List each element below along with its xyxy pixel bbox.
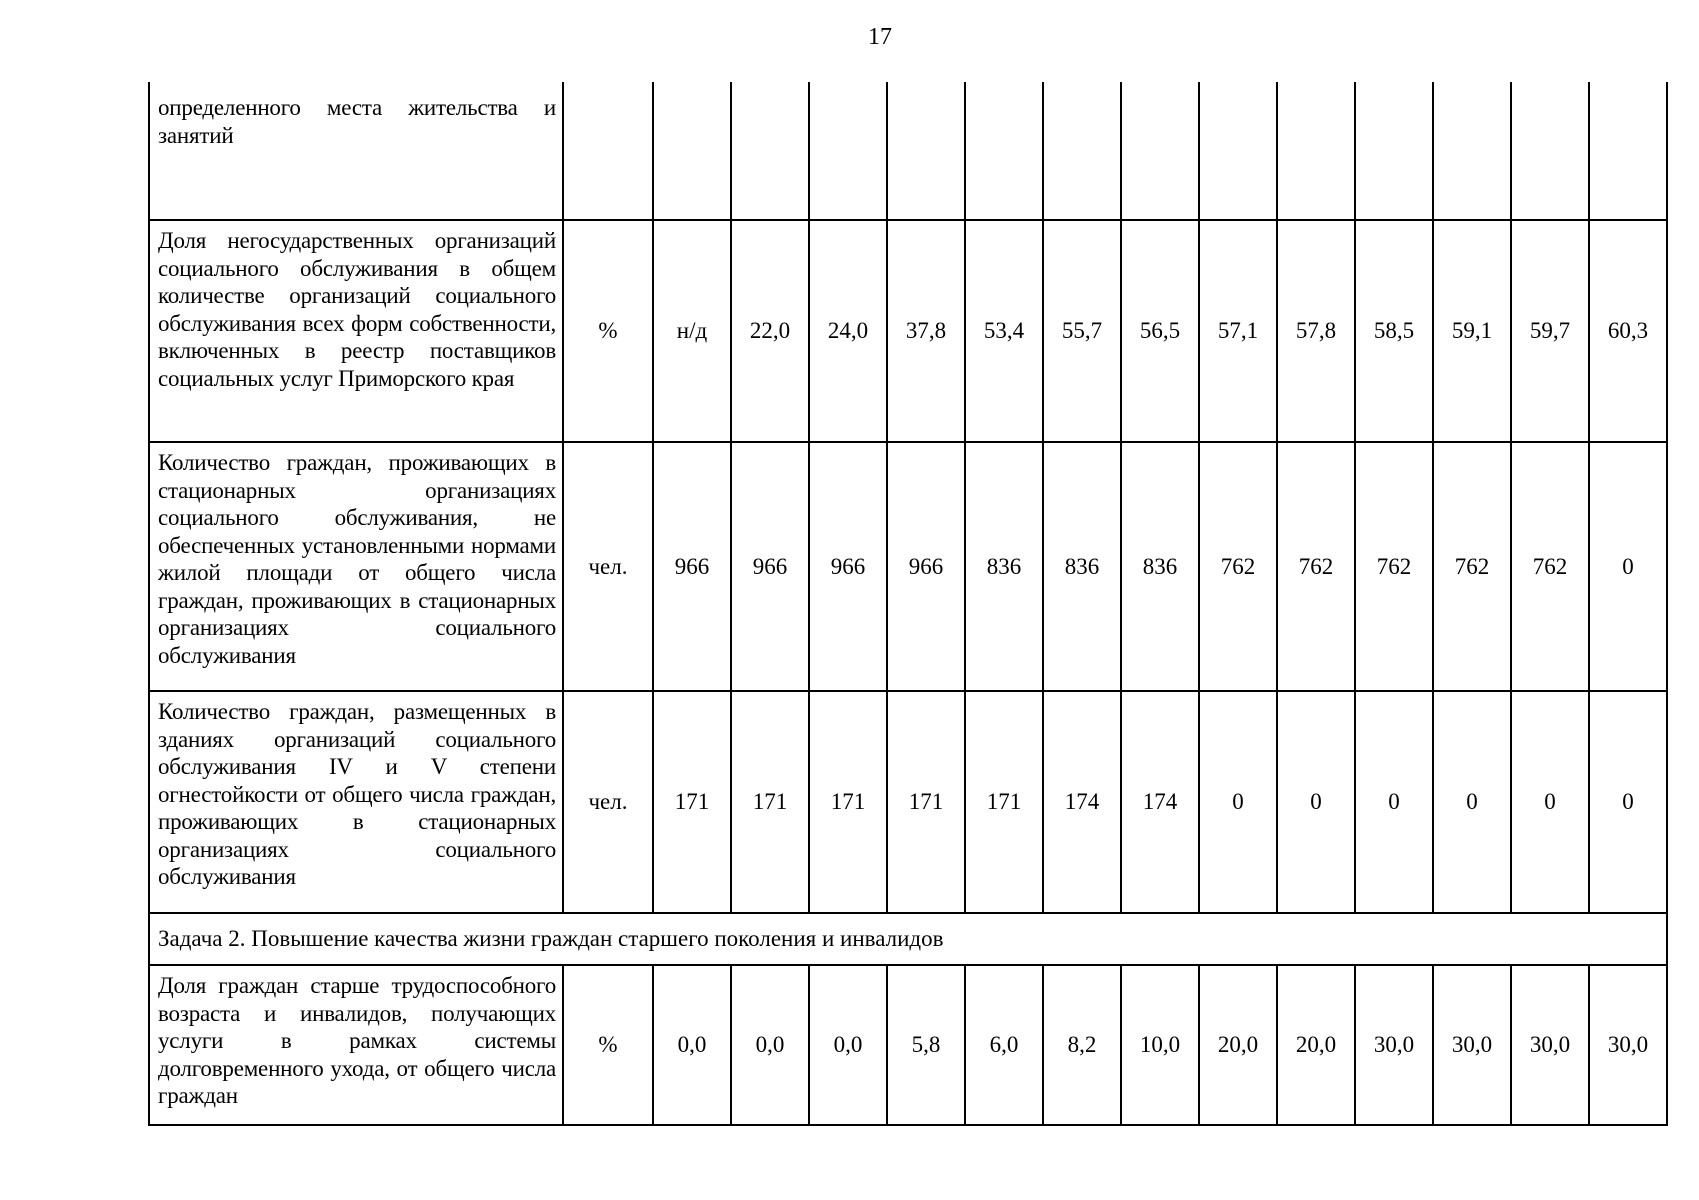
unit-cell: % bbox=[563, 965, 653, 1125]
unit-cell: % bbox=[563, 220, 653, 442]
value-cell: 836 bbox=[1043, 442, 1121, 691]
value-cell bbox=[1589, 82, 1667, 220]
value-cell: 762 bbox=[1277, 442, 1355, 691]
value-cell: 8,2 bbox=[1043, 965, 1121, 1125]
value-cell bbox=[1043, 82, 1121, 220]
value-cell: 30,0 bbox=[1589, 965, 1667, 1125]
value-cell: 20,0 bbox=[1199, 965, 1277, 1125]
value-cell: 966 bbox=[731, 442, 809, 691]
value-cell bbox=[1121, 82, 1199, 220]
value-cell: 30,0 bbox=[1433, 965, 1511, 1125]
value-cell: 762 bbox=[1199, 442, 1277, 691]
value-cell: 0 bbox=[1433, 691, 1511, 913]
value-cell: 20,0 bbox=[1277, 965, 1355, 1125]
value-cell: 57,1 bbox=[1199, 220, 1277, 442]
value-cell bbox=[965, 82, 1043, 220]
value-cell: 0 bbox=[1355, 691, 1433, 913]
value-cell: 56,5 bbox=[1121, 220, 1199, 442]
value-cell: 60,3 bbox=[1589, 220, 1667, 442]
unit-cell bbox=[563, 82, 653, 220]
value-cell: 30,0 bbox=[1355, 965, 1433, 1125]
value-cell bbox=[731, 82, 809, 220]
value-cell: 58,5 bbox=[1355, 220, 1433, 442]
indicator-name: Доля граждан старше трудоспособного возраста и инвалидов, получающих услуги в рамках системы долговременного ухода, от общего числа граждан bbox=[149, 965, 563, 1125]
value-cell bbox=[809, 82, 887, 220]
value-cell: 0 bbox=[1199, 691, 1277, 913]
value-cell: 0 bbox=[1589, 691, 1667, 913]
value-cell: 762 bbox=[1433, 442, 1511, 691]
unit-cell: чел. bbox=[563, 691, 653, 913]
value-cell: 171 bbox=[731, 691, 809, 913]
task-row bbox=[149, 913, 1667, 965]
value-cell: 22,0 bbox=[731, 220, 809, 442]
value-cell bbox=[1433, 82, 1511, 220]
indicator-name: Количество граждан, проживающих в стационарных организациях социального обслуживания, не обеспеченных установленными нормами жилой площади от общего числа граждан, проживающих в стационарных организациях социального обслуживания bbox=[149, 442, 563, 691]
value-cell: 0 bbox=[1589, 442, 1667, 691]
table-row bbox=[149, 220, 1667, 442]
value-cell: 0,0 bbox=[731, 965, 809, 1125]
value-cell bbox=[887, 82, 965, 220]
value-cell: 174 bbox=[1043, 691, 1121, 913]
value-cell: 174 bbox=[1121, 691, 1199, 913]
value-cell: 37,8 bbox=[887, 220, 965, 442]
value-cell: 836 bbox=[1121, 442, 1199, 691]
value-cell: 24,0 bbox=[809, 220, 887, 442]
value-cell: 0,0 bbox=[809, 965, 887, 1125]
value-cell: 55,7 bbox=[1043, 220, 1121, 442]
value-cell: 59,1 bbox=[1433, 220, 1511, 442]
value-cell: 0 bbox=[1277, 691, 1355, 913]
value-cell bbox=[1511, 82, 1589, 220]
table-row bbox=[149, 82, 1667, 220]
value-cell: 0 bbox=[1511, 691, 1589, 913]
indicator-name: Количество граждан, размещенных в зданиях организаций социального обслуживания IV и V степени огнестойкости от общего числа граждан, проживающих в стационарных организациях социального обслуживания bbox=[149, 691, 563, 913]
indicator-name: Доля негосударственных организаций социального обслуживания в общем количестве организаций социального обслуживания всех форм собственности, включенных в реестр поставщиков социальных услуг Приморского края bbox=[149, 220, 563, 442]
value-cell: 171 bbox=[809, 691, 887, 913]
value-cell: 171 bbox=[653, 691, 731, 913]
value-cell bbox=[1199, 82, 1277, 220]
value-cell: 966 bbox=[809, 442, 887, 691]
value-cell: 5,8 bbox=[887, 965, 965, 1125]
value-cell: 762 bbox=[1511, 442, 1589, 691]
value-cell bbox=[1355, 82, 1433, 220]
unit-cell: чел. bbox=[563, 442, 653, 691]
value-cell: 57,8 bbox=[1277, 220, 1355, 442]
value-cell: 171 bbox=[965, 691, 1043, 913]
value-cell: 762 bbox=[1355, 442, 1433, 691]
value-cell: 59,7 bbox=[1511, 220, 1589, 442]
page-number: 17 bbox=[868, 24, 892, 50]
table-row bbox=[149, 965, 1667, 1125]
value-cell: 171 bbox=[887, 691, 965, 913]
table-row bbox=[149, 691, 1667, 913]
value-cell: 966 bbox=[653, 442, 731, 691]
value-cell: 836 bbox=[965, 442, 1043, 691]
value-cell: 53,4 bbox=[965, 220, 1043, 442]
value-cell: н/д bbox=[653, 220, 731, 442]
value-cell bbox=[653, 82, 731, 220]
indicators-table bbox=[148, 82, 1668, 1126]
value-cell: 0,0 bbox=[653, 965, 731, 1125]
value-cell: 966 bbox=[887, 442, 965, 691]
value-cell: 10,0 bbox=[1121, 965, 1199, 1125]
value-cell bbox=[1277, 82, 1355, 220]
indicator-name: определенного места жительства и занятий bbox=[149, 82, 563, 220]
value-cell: 30,0 bbox=[1511, 965, 1589, 1125]
table-row bbox=[149, 442, 1667, 691]
value-cell: 6,0 bbox=[965, 965, 1043, 1125]
task-heading: Задача 2. Повышение качества жизни граждан старшего поколения и инвалидов bbox=[149, 913, 1667, 965]
